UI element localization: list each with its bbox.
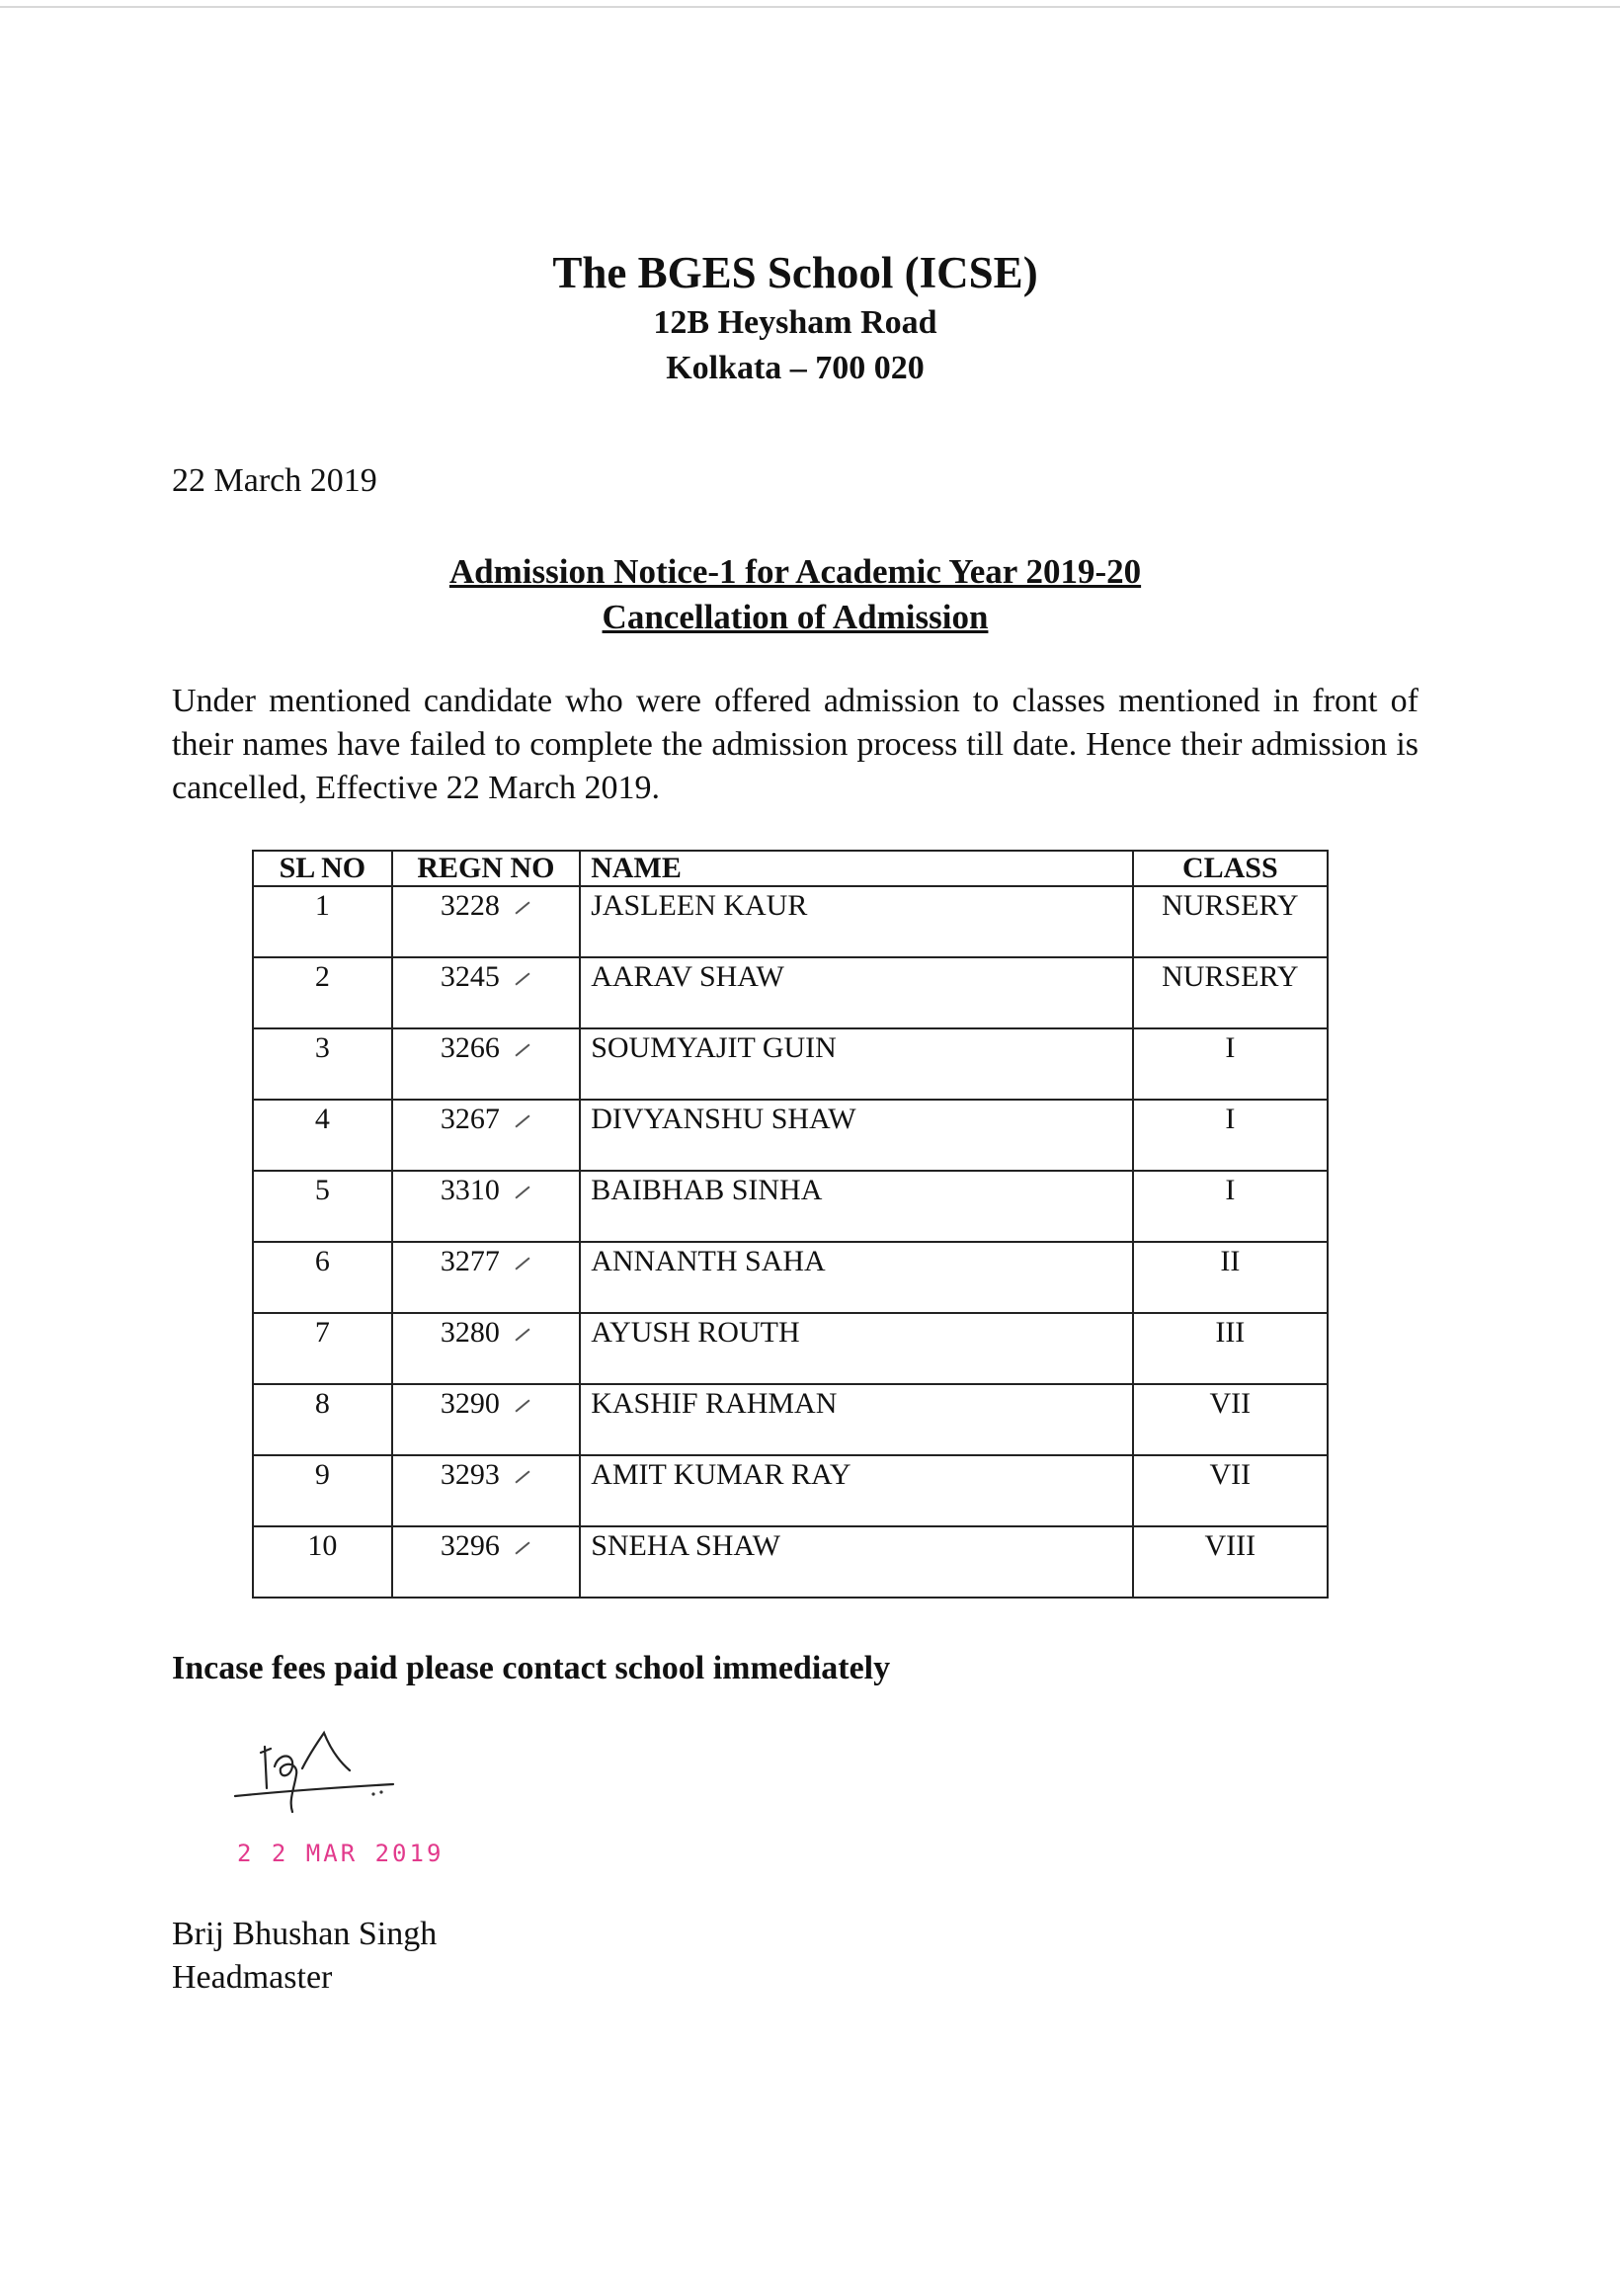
- tick-mark-icon: [515, 1329, 529, 1342]
- tick-mark-icon: [515, 1471, 529, 1484]
- school-address-line2: Kolkata – 700 020: [666, 350, 925, 386]
- cell-sl-no: 8: [253, 1384, 392, 1455]
- school-address-line1: 12B Heysham Road: [653, 304, 937, 341]
- regn-no-value: 3310: [440, 1174, 500, 1206]
- notice-subtitle: Cancellation of Admission: [602, 598, 989, 636]
- tick-mark-icon: [515, 1115, 529, 1128]
- letterhead: [0, 245, 1590, 391]
- school-name: The BGES School (ICSE): [552, 248, 1038, 297]
- regn-no-value: 3266: [440, 1031, 500, 1064]
- cell-class: NURSERY: [1133, 957, 1328, 1028]
- cell-regn-no: [392, 1242, 581, 1313]
- tick-mark-icon: [515, 973, 529, 986]
- tick-mark-icon: [515, 1258, 529, 1271]
- cell-name: DIVYANSHU SHAW: [580, 1100, 1132, 1171]
- cancellation-table: [252, 850, 1329, 1599]
- cell-class: II: [1133, 1242, 1328, 1313]
- table-row: [253, 1526, 1328, 1598]
- cell-sl-no: 10: [253, 1526, 392, 1598]
- regn-no-value: 3293: [440, 1458, 500, 1491]
- cell-name: ANNANTH SAHA: [580, 1242, 1132, 1313]
- cell-class: III: [1133, 1313, 1328, 1384]
- cell-class: I: [1133, 1028, 1328, 1100]
- cell-regn-no: [392, 1526, 581, 1598]
- header-name: NAME: [580, 851, 1132, 886]
- cell-sl-no: 7: [253, 1313, 392, 1384]
- table-row: [253, 1384, 1328, 1455]
- regn-no-value: 3267: [440, 1103, 500, 1135]
- cell-sl-no: 1: [253, 886, 392, 957]
- cell-regn-no: [392, 1313, 581, 1384]
- cell-regn-no: [392, 1028, 581, 1100]
- cell-sl-no: 5: [253, 1171, 392, 1242]
- regn-no-value: 3245: [440, 960, 500, 993]
- regn-no-value: 3228: [440, 889, 500, 922]
- cell-sl-no: 3: [253, 1028, 392, 1100]
- cell-name: SOUMYAJIT GUIN: [580, 1028, 1132, 1100]
- signatory-name: Brij Bhushan Singh: [172, 1916, 438, 1952]
- table-row: [253, 1171, 1328, 1242]
- notice-date: 22 March 2019: [172, 462, 377, 499]
- regn-no-value: 3290: [440, 1387, 500, 1420]
- cell-name: BAIBHAB SINHA: [580, 1171, 1132, 1242]
- contact-note: Incase fees paid please contact school immediately: [172, 1650, 891, 1686]
- cell-regn-no: [392, 886, 581, 957]
- table-row: [253, 1313, 1328, 1384]
- notice-heading: [0, 549, 1590, 640]
- cell-name: AYUSH ROUTH: [580, 1313, 1132, 1384]
- table-row: [253, 886, 1328, 957]
- cell-class: VIII: [1133, 1526, 1328, 1598]
- cell-class: I: [1133, 1171, 1328, 1242]
- regn-no-value: 3277: [440, 1245, 500, 1277]
- tick-mark-icon: [515, 1400, 529, 1413]
- cell-sl-no: 2: [253, 957, 392, 1028]
- cell-regn-no: [392, 957, 581, 1028]
- tick-mark-icon: [515, 1542, 529, 1555]
- header-sl-no: SL NO: [253, 851, 392, 886]
- headmaster-signature: [225, 1709, 403, 1828]
- table-row: [253, 1242, 1328, 1313]
- cell-regn-no: [392, 1455, 581, 1526]
- regn-no-value: 3280: [440, 1316, 500, 1349]
- signatory-block: [172, 1913, 437, 2000]
- cell-sl-no: 6: [253, 1242, 392, 1313]
- regn-no-value: 3296: [440, 1529, 500, 1562]
- cell-name: AARAV SHAW: [580, 957, 1132, 1028]
- cell-regn-no: [392, 1171, 581, 1242]
- intro-paragraph: Under mentioned candidate who were offered admission to classes mentioned in front of their names have failed to complete the admission process till date. Hence their admission is cancelled, Effective 22 March 2019.: [172, 683, 1418, 806]
- cell-class: VII: [1133, 1384, 1328, 1455]
- cell-regn-no: [392, 1384, 581, 1455]
- cell-name: KASHIF RAHMAN: [580, 1384, 1132, 1455]
- cell-name: AMIT KUMAR RAY: [580, 1455, 1132, 1526]
- table-row: [253, 957, 1328, 1028]
- table-row: [253, 1100, 1328, 1171]
- tick-mark-icon: [515, 1044, 529, 1057]
- table-row: [253, 1455, 1328, 1526]
- header-regn-no: REGN NO: [392, 851, 581, 886]
- date-stamp: 2 2 MAR 2019: [237, 1840, 445, 1867]
- cell-regn-no: [392, 1100, 581, 1171]
- cell-class: VII: [1133, 1455, 1328, 1526]
- cell-name: SNEHA SHAW: [580, 1526, 1132, 1598]
- page-edge-line: [0, 6, 1620, 8]
- table-row: [253, 1028, 1328, 1100]
- tick-mark-icon: [515, 902, 529, 915]
- cell-name: JASLEEN KAUR: [580, 886, 1132, 957]
- signatory-title: Headmaster: [172, 1959, 333, 1996]
- cell-sl-no: 9: [253, 1455, 392, 1526]
- cell-sl-no: 4: [253, 1100, 392, 1171]
- cell-class: I: [1133, 1100, 1328, 1171]
- header-class: CLASS: [1133, 851, 1328, 886]
- table-header-row: [253, 851, 1328, 886]
- tick-mark-icon: [515, 1187, 529, 1199]
- notice-title: Admission Notice-1 for Academic Year 2019-20: [448, 552, 1142, 591]
- cell-class: NURSERY: [1133, 886, 1328, 957]
